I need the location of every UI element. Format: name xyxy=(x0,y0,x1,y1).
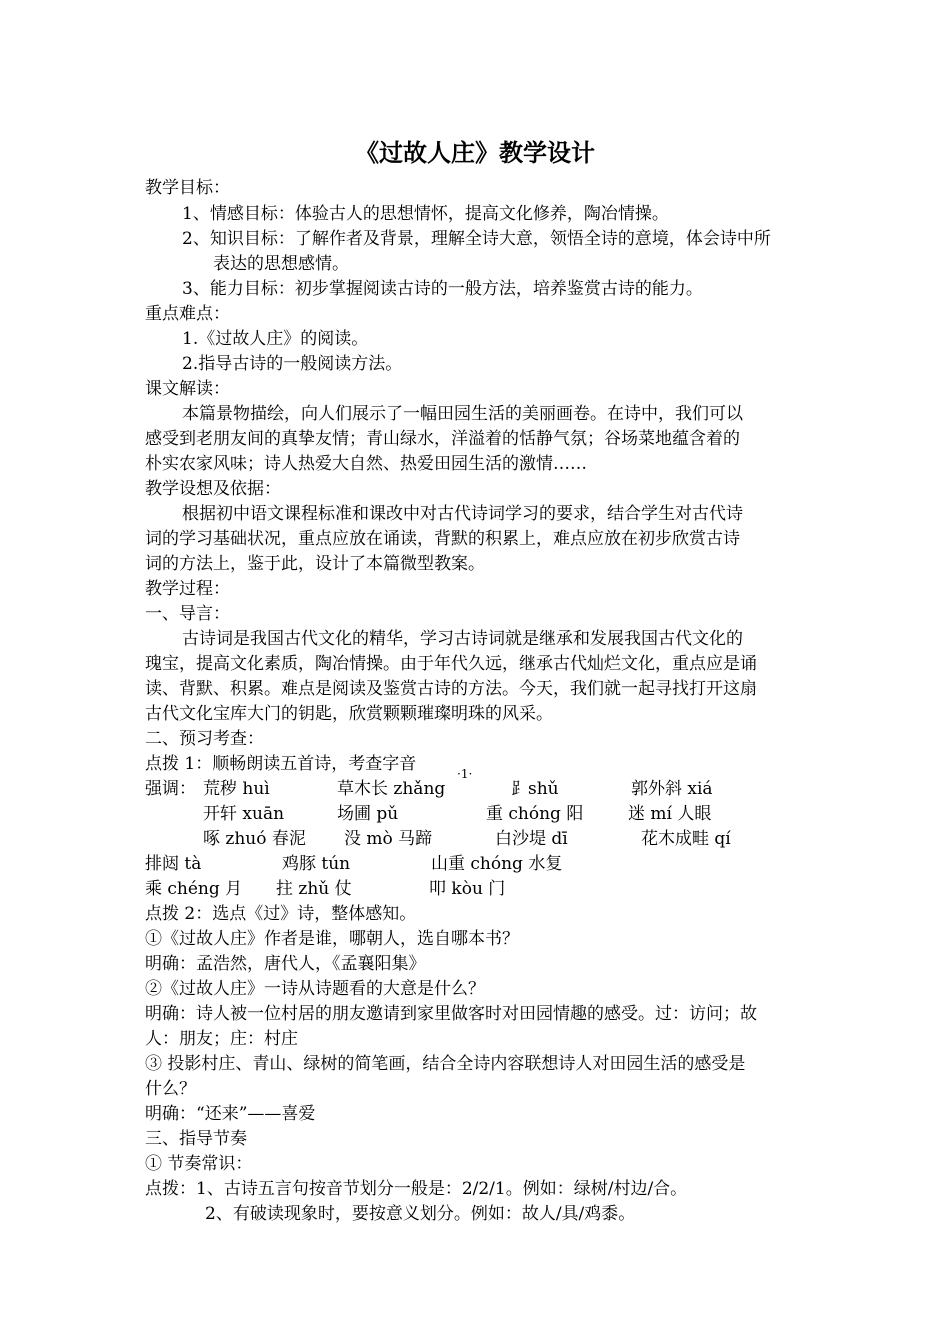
question-1: ①《过故人庄》作者是谁，哪朝人，选自哪本书？ xyxy=(145,929,519,949)
keypoint-1: 1.《过故人庄》的阅读。 xyxy=(182,329,369,349)
section-preview-heading: 二、预习考查： xyxy=(145,729,264,749)
pronunciation-row-5 xyxy=(145,877,810,902)
document-title: 《过故人庄》教学设计 xyxy=(355,139,595,167)
word-item: 鸡豚 tún xyxy=(282,854,351,874)
word-item: 重 chóng 阳 xyxy=(486,804,584,824)
intro-line-4: 古代文化宝库大门的钥匙，欣赏颗颗璀璨明珠的风采。 xyxy=(145,704,553,724)
goal-knowledge-cont: 表达的思想感情。 xyxy=(213,254,349,274)
keypoints-heading: 重点难点： xyxy=(145,304,230,324)
word-item: 花木成畦 qí xyxy=(641,829,731,849)
word-item: 荒秽 huì xyxy=(203,779,270,799)
word-item: 迷 mí 人眼 xyxy=(628,804,712,824)
pronunciation-row-4 xyxy=(145,852,810,877)
word-item: 叩 kòu 门 xyxy=(429,879,506,899)
section-rhythm-heading: 三、指导节奏 xyxy=(145,1129,247,1149)
basis-line-1: 根据初中语文课程标准和课改中对古代诗词学习的要求，结合学生对古代诗 xyxy=(182,504,743,524)
keypoint-2: 2.指导古诗的一般阅读方法。 xyxy=(182,354,403,374)
reading-line-3: 朴实农家风味；诗人热爱大自然、热爱田园生活的激情…… xyxy=(145,454,587,474)
goals-heading: 教学目标： xyxy=(145,178,230,198)
section-intro-heading: 一、导言： xyxy=(145,604,230,624)
word-item: 排闼 tà xyxy=(145,854,202,874)
answer-1: 明确：孟浩然，唐代人，《孟襄阳集》 xyxy=(145,954,426,974)
word-item: 场圃 pǔ xyxy=(337,804,399,824)
question-2: ②《过故人庄》一诗从诗题看的大意是什么？ xyxy=(145,979,485,999)
word-item: 草木长 zhǎng xyxy=(337,779,446,799)
goal-knowledge: 2、知识目标：了解作者及背景，理解全诗大意，领悟全诗的意境，体会诗中所 xyxy=(182,229,771,249)
intro-line-3: 读、背默、积累。难点是阅读及鉴赏古诗的方法。今天，我们就一起寻找打开这扇 xyxy=(145,679,757,699)
reading-line-1: 本篇景物描绘，向人们展示了一幅田园生活的美丽画卷。在诗中，我们可以 xyxy=(182,404,743,424)
question-3: ③ 投影村庄、青山、绿树的简笔画，结合全诗内容联想诗人对田园生活的感受是 xyxy=(145,1054,746,1074)
word-item: 白沙堤 dī xyxy=(495,829,568,849)
reading-heading: 课文解读： xyxy=(145,379,230,399)
pronunciation-row-3 xyxy=(145,827,810,852)
tip-2: 点拨 2：选点《过》诗，整体感知。 xyxy=(145,904,417,924)
rhythm-basics: ① 节奏常识： xyxy=(145,1154,253,1174)
word-item: 郭外斜 xiá xyxy=(631,779,713,799)
word-item: 啄 zhuó 春泥 xyxy=(203,829,306,849)
basis-heading: 教学设想及依据： xyxy=(145,479,281,499)
word-item: 开轩 xuān xyxy=(203,804,285,824)
word-item: 山重 chóng 水复 xyxy=(431,854,563,874)
tip-1: 点拨 1：顺畅朗读五首诗，考查字音 xyxy=(145,754,417,774)
emphasis-label: 强调： xyxy=(145,779,196,799)
pronunciation-row-2 xyxy=(145,802,810,827)
pronunciation-row-1 xyxy=(145,777,810,802)
intro-line-1: 古诗词是我国古代文化的精华，学习古诗词就是继承和发展我国古代文化的 xyxy=(182,629,743,649)
word-item: 乘 chéng 月 xyxy=(145,879,243,899)
word-item: 拄 zhǔ 仗 xyxy=(276,879,352,899)
process-heading: 教学过程： xyxy=(145,579,230,599)
rhythm-tip-1: 点拨：1、古诗五言句按音节划分一般是：2/2/1。例如：绿树/村边/合。 xyxy=(145,1179,688,1199)
basis-line-2: 词的学习基础状况，重点应放在诵读，背默的积累上，难点应放在初步欣赏古诗 xyxy=(145,529,740,549)
reading-line-2: 感受到老朋友间的真挚友情；青山绿水，洋溢着的恬静气氛；谷场菜地蕴含着的 xyxy=(145,429,740,449)
goal-ability: 3、能力目标：初步掌握阅读古诗的一般方法，培养鉴赏古诗的能力。 xyxy=(182,279,703,299)
answer-3: 明确：“还来”——喜爱 xyxy=(145,1104,316,1124)
word-item: 没 mò 马蹄 xyxy=(344,829,433,849)
answer-2: 明确：诗人被一位村居的朋友邀请到家里做客时对田园情趣的感受。过：访问；故 xyxy=(145,1004,757,1024)
basis-line-3: 词的方法上，鉴于此，设计了本篇微型教案。 xyxy=(145,554,485,574)
word-item: ⻊shǔ xyxy=(511,779,559,799)
rhythm-tip-2: 2、有破读现象时，要按意义划分。例如：故人/具/鸡黍。 xyxy=(205,1204,636,1224)
intro-line-2: 瑰宝，提高文化素质，陶冶情操。由于年代久远，继承古代灿烂文化，重点应是诵 xyxy=(145,654,757,674)
goal-emotion: 1、情感目标：体验古人的思想情怀，提高文化修养，陶冶情操。 xyxy=(182,204,669,224)
question-3-cont: 什么？ xyxy=(145,1079,196,1099)
page-number: ·1· xyxy=(457,767,473,781)
answer-2-cont: 人：朋友；庄：村庄 xyxy=(145,1029,298,1049)
